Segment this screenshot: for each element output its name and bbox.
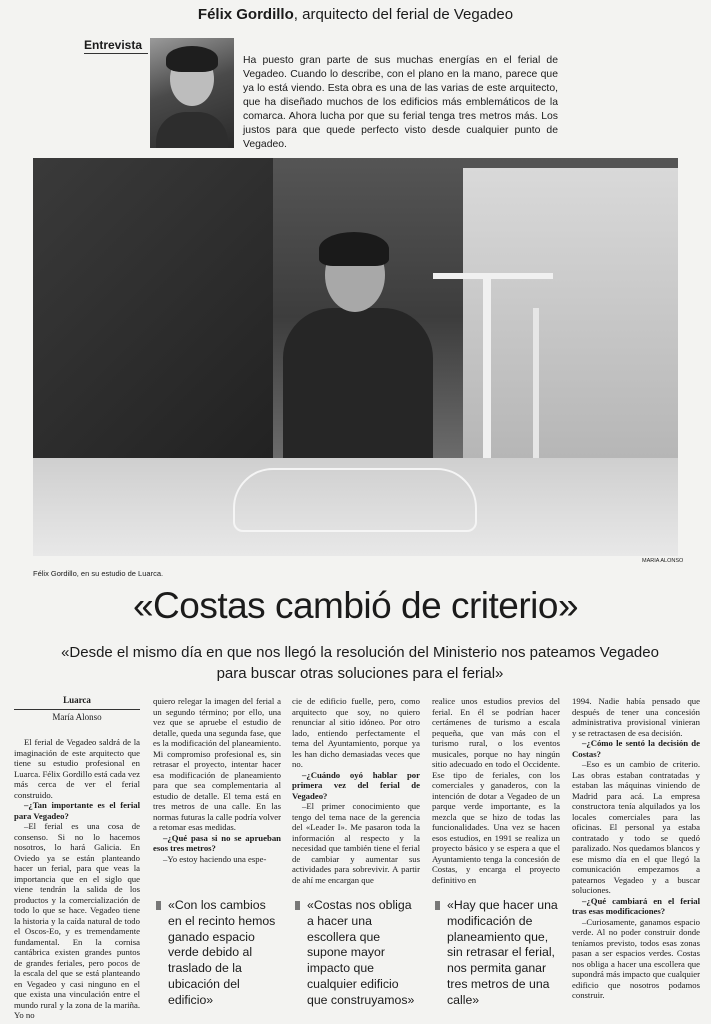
paragraph: –El ferial es una cosa de consenso. Si no lo hacemos nosotros, lo hará Galicia. En Oviedo ya se están planteando hacer un ferial, para que veas la importancia que en el siglo que viene tendrán la salida de los productos y la comercialización de todo lo que se hace. Vegadeo tiene la historia y la caída natural de todo el Oscos-Eo, y es tremendamente fundamental. En la cornisa cantábrica existen grandes puntos de grandes feriales, pero pocos de la escala del que se está planteando en Vegadeo y casi ninguno en el que exista una vinculación entre el mundo rural y la zona de la mariña. Yo no <box>14 821 140 1020</box>
section-label-rule <box>84 53 148 54</box>
paragraph: cie de edificio fuelle, pero, como arquitecto que soy, no quiero renunciar al sitio idóneo. Por otro lado, entiendo perfectamente el tema del Ayuntamiento, porque ya les han dicho demasiadas veces que no. <box>292 696 420 769</box>
interview-question: –¿Cómo le sentó la decisión de Costas? <box>572 738 700 759</box>
interview-question: –¿Cuándo oyó hablar por primera vez del ferial de Vegadeo? <box>292 769 420 801</box>
paragraph: –Curiosamente, ganamos espacio verde. Al no poder construir donde teníamos previsto, todos esas zonas pasan a ser espacios verdes. Costas nos obliga a hacer una escollera que supondrá más impacto que cualquier edificio que nosotros podamos construir. <box>572 916 700 1000</box>
page-header <box>0 6 711 23</box>
paragraph: 1994. Nadie había pensado que después de tener una concesión administrativa provisional vinieran y se retractasen de esa decisión. <box>572 696 700 738</box>
header-rest: , arquitecto del ferial de Vegadeo <box>293 6 514 23</box>
paragraph: realice unos estudios previos del ferial. En él se podrían hacer certámenes de turismo a escala pequeña, que van más con el turismo rural, o los eventos musicales, porque no hay ningún sitio adecuado en todo el Occidente. Ese tipo de feriales, con los comerciales y ganaderos, con la intención de dotar a Vegadeo de un parque verde importante, es la mezcla que se hizo de todas las funcionalidades. Una vez se hacen esos estudios, en 1991 se realiza un proyecto básico y se espera a que el Ayuntamiento tenga la concesión de Costas, y encarga el proyecto definitivo en <box>432 696 560 885</box>
pullquote-3: «Hay que hacer una modificación de planeamiento que, sin retrasar el ferial, nos permita ganar tres metros de una calle» <box>447 898 561 1009</box>
pullquote-2: «Costas nos obliga a hacer una escollera que supone mayor impacto que cualquier edificio que construyamos» <box>307 898 421 1009</box>
paragraph: El ferial de Vegadeo saldrá de la imaginación de este arquitecto que tiene su estudio profesional en Luarca. Félix Gordillo está cada vez más cerca de ver el ferial construido. <box>14 737 140 800</box>
paragraph: –Eso es un cambio de criterio. Las obras estaban contratadas y estaban las máquinas viniendo de Madrid para acá. La empresa constructora tenía alquilados ya los locales comerciales para las oficinas. El personal ya estaba contratado y todo se quedó paralizado. Nos quedamos blancos y ese mismo día en el que llegó la comunicación empezamos a patearnos Vegadeo y a buscar soluciones. <box>572 759 700 895</box>
byline-location: Luarca <box>63 695 91 705</box>
interview-question: –¿Qué pasa si no se aprueban esos tres metros? <box>153 832 281 853</box>
subheadline: «Desde el mismo día en que nos llegó la resolución del Ministerio nos pateamos Vegadeo para buscar otras soluciones para el ferial» <box>61 644 659 682</box>
article-column-1 <box>14 737 140 1021</box>
portrait-photo <box>150 38 234 148</box>
photo-caption: Félix Gordillo, en su estudio de Luarca. <box>33 569 164 578</box>
main-photo <box>33 158 678 556</box>
article-column-5 <box>572 696 700 1001</box>
headline: «Costas cambió de criterio» <box>132 585 579 626</box>
interview-question: –¿Tan importante es el ferial para Vegadeo? <box>14 800 140 821</box>
byline-rule <box>14 709 140 710</box>
paragraph: –Yo estoy haciendo una espe- <box>163 853 267 864</box>
article-column-3 <box>292 696 420 885</box>
paragraph: –El primer conocimiento que tengo del tema nace de la gerencia del «Leader I». Me pasaron toda la información al respecto y la necesidad que también tiene el ferial de cambiar y aumentar sus actividades para sobrevivir. A partir de ahí me encargan que <box>292 801 420 885</box>
paragraph: quiero relegar la imagen del ferial a un segundo término; por ello, una vez que se apruebe el estudio de detalle, queda una segunda fase, que es la modificación del planeamiento. Mi compromiso profesional es, sin retrasar el proyecto, intentar hacer esa modificación de planeamiento para que sea complementaria al estudio de detalle. El tema está en tres metros de una calle. En las normas futuras la calle podría volver a retomar esas medidas. <box>153 696 281 832</box>
intro-text: Ha puesto gran parte de sus muchas energías en el ferial de Vegadeo. Cuando lo describe, con el plano en la mano, parece que ya lo está viendo. Esta obra es una de las varias de este arquitecto, que ha diseñado muchos de los edificios más emblemáticos de la comarca. Ahora lucha por que su ferial tenga tres metros más. Los justos para que quede perfecto visto desde cualquier punto de Vegadeo. <box>243 55 558 150</box>
header-name: Félix Gordillo <box>197 6 294 23</box>
article-column-2 <box>153 696 281 864</box>
pullquote-1: «Con los cambios en el recinto hemos ganado espacio verde debido al traslado de la ubicación del edificio» <box>168 898 282 1009</box>
interview-question: –¿Qué cambiará en el ferial tras esas modificaciones? <box>572 895 700 916</box>
article-column-4 <box>432 696 560 885</box>
section-label: Entrevista <box>84 38 143 52</box>
photo-credit: MARIA ALONSO <box>642 558 684 564</box>
byline-author: María Alonso <box>52 712 102 722</box>
